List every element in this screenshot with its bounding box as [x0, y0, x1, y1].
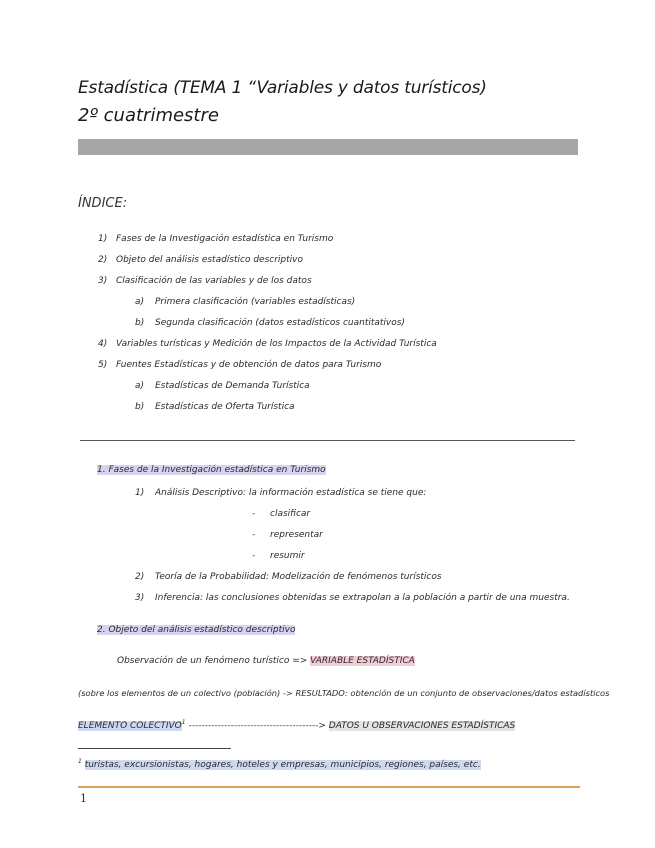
section1-item-3: 3) Inferencia: las conclusiones obtenidas se extrapolan a la población a partir de una muestra. [135, 593, 570, 603]
index-subitem: a) Primera clasificación (variables estadísticas) [135, 297, 356, 307]
document-subtitle: 2º cuatrimestre [78, 105, 219, 126]
section2-heading: 2. Objeto del análisis estadístico descriptivo [97, 625, 296, 635]
footnote: $^1$ turistas, excursionistas, hogares, hoteles y empresas, municipios, regiones, países, etc. [78, 758, 481, 770]
index-subitem: b) Estadísticas de Oferta Turística [135, 402, 295, 412]
footer-rule [78, 786, 580, 788]
index-subitem: b) Segunda clasificación (datos estadísticos cuantitativos) [135, 318, 405, 328]
index-item: 3) Clasificación de las variables y de los datos [98, 276, 312, 286]
page-number: 1 [80, 792, 87, 805]
section-divider [80, 440, 575, 441]
observation-line: Observación de un fenómeno turístico => VARIABLE ESTADÍSTICA [117, 656, 415, 666]
index-heading: ÍNDICE: [78, 196, 128, 211]
dash-list-item: - clasificar [252, 509, 311, 519]
dash-list-item: - resumir [252, 551, 305, 561]
section1-heading: 1. Fases de la Investigación estadística en Turismo [97, 465, 326, 475]
footnote-separator [78, 748, 231, 749]
index-item: 2) Objeto del análisis estadístico descriptivo [98, 255, 303, 265]
index-subitem: a) Estadísticas de Demanda Turística [135, 381, 310, 391]
dash-list-item: - representar [252, 530, 323, 540]
elemento-datos-line: ELEMENTO COLECTIVO$^1$ ----------------------------------------> DATOS U OBSERVACIONES ESTADÍSTICAS [78, 719, 516, 731]
index-item: 1) Fases de la Investigación estadística en Turismo [98, 234, 334, 244]
result-line: (sobre los elementos de un colectivo (población) -> RESULTADO: obtención de un conjunto de observaciones/datos estadísticos [78, 688, 610, 698]
section1-item-2: 2) Teoría de la Probabilidad: Modelización de fenómenos turísticos [135, 572, 442, 582]
index-item: 4) Variables turísticas y Medición de los Impactos de la Actividad Turística [98, 339, 437, 349]
section1-item-1: 1) Análisis Descriptivo: la información estadística se tiene que: [135, 488, 427, 498]
document-title: Estadística (TEMA 1 “Variables y datos turísticos) [78, 78, 487, 98]
index-item: 5) Fuentes Estadísticas y de obtención de datos para Turismo [98, 360, 382, 370]
title-separator-bar [78, 139, 578, 155]
